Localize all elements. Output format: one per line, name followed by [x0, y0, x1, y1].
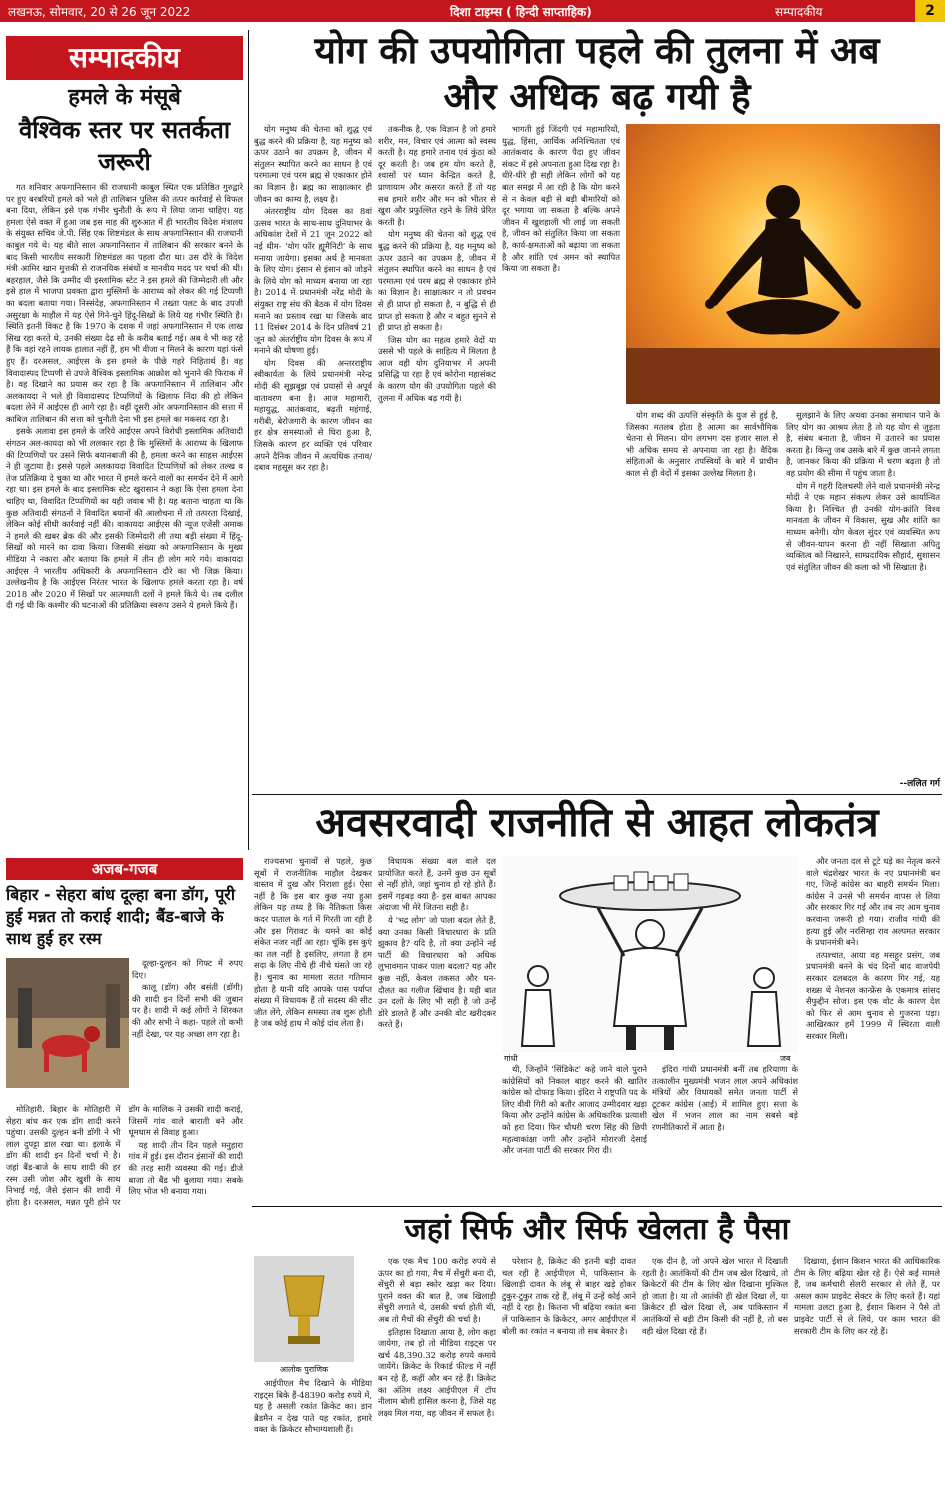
- ajab-paragraph: कालू (डॉग) और बसंती (डॉगी) की शादी इन दिनों सभी की जुबान पर है। शादी में कई लोगों ने शिरकत की और सभी ने कहा- पहले तो कभी नहीं देखा, पर यह अच्छा लग रहा है।: [132, 982, 243, 1039]
- editorial-body: [6, 182, 243, 842]
- yoga-silhouette-photo: [626, 124, 940, 404]
- cricket-column-3: [502, 1256, 636, 1486]
- politics-paragraph: राज्यसभा चुनावों से पहले, कुछ सूबों में राजनीतिक माहौल देखकर वास्तव में दुख और निराशा हुई। ऐसा नहीं है कि इस बार कुछ नया हुआ लेकिन यह तथ्य है कि नैतिकता किस कदर पाताल के गर्त में गिरती जा रही है और इस गिरावट के थमने का कोई संकेत नजर नहीं आ रहा। चूंकि इस कुएं का तल नहीं है इसलिए, लगता है हम सदा के लिए नीचे ही नीचे धंसते जा रहे हैं। चुनाव का मामला सतत गतिमान होता है यानी यदि आपके पास पर्याप्त संख्या में विधायक हैं तो सदस्य की सीट जीत लेंगे, लेकिन समस्या तब शुरू होती है जब कोई हाथ में कोई दांव लेता है।: [254, 856, 372, 1029]
- yoga-column-2: [378, 124, 496, 790]
- yoga-headline: [252, 28, 942, 120]
- column-divider: [248, 30, 249, 850]
- author-caption: आलोक पुराणिक: [279, 1365, 329, 1374]
- ajab-paragraph: मोतिहारी. बिहार के मोतिहारी में सेहरा बांध कर एक डॉग शादी करने पहुंचा। उसकी दुल्हन बनी डॉगी ने भी लाल दुपट्टा डाल रखा था। इलाके में डॉग की शादी इन दिनों चर्चा में है। जहां बैंड-बाजे के साथ शादी की हर रस्म उसी जोश और खुशी के साथ निभाई गई, जैसे इंसान की शादी में होता है। दरअसल, मन्नत पूरी होने पर डॉग के मालिक ने उसकी शादी कराई, जिसमें गांव वाले बाराती बने और धूमधाम से विवाह हुआ।: [6, 1104, 243, 1207]
- yoga-headline-line2: और अधिक बढ़ गयी है: [443, 75, 751, 118]
- cricket-paragraph: आईपीएल मैच दिखाने के मीडिया राइट्स बिके हैं-48390 करोड़ रुपये में, यह है असली रकांत क्रिकेट का। डान ब्रैडमैन न देख पाते यह रकांत, हमारे वक्त के क्रिकेटर सौभाग्यशाली हैं।: [254, 1378, 372, 1435]
- ajab-side-text: [132, 958, 243, 1104]
- ajab-gajab-label: अजब-गजब: [6, 858, 243, 880]
- politics-paragraph: विधायक संख्या बल वाले दल प्रायोजित करते हैं, उनमें कुछ उन सूबों से नहीं होते, जहां चुनाव हो रहे होते हैं। इसमें गड़बड़ क्या है- इस बाबत आपका अंदाजा भी मेरे जितना सही है।: [378, 856, 496, 913]
- page-number: 2: [915, 0, 945, 22]
- editorial-banner: सम्पादकीय: [6, 36, 243, 80]
- politics-column-1: [254, 856, 372, 1204]
- cricket-column-2: [378, 1256, 496, 1486]
- cartoon-label: जब: [780, 1054, 791, 1063]
- yoga-paragraph: सुलझाने के लिए अथवा उनका समाधान पाने के लिए योग का आश्रय लेता है तो यह योग से जुड़ता है, संबंध बनाता है, जीवन में उतारने का प्रयास करता है। किन्तु जब उसके बारे में कुछ जानने लगता है, जानकर किया की प्रक्रिया में चरण बढ़ता है तो वह प्रयोग की सीमा में पहुंच जाता है।: [786, 410, 940, 478]
- ajab-headline: बिहार - सेहरा बांध दूल्हा बना डॉग, पूरी हुई मन्नत तो कराई शादी; बैंड-बाजे के साथ हुई हर रस्म: [6, 885, 235, 948]
- yoga-column-4: [626, 410, 778, 790]
- yoga-paragraph: जिस योग का महत्व हमारे वेदों या उससे भी पहले के साहित्य में मिलता है आज वही योग दुनियाभर में अपनी प्रसिद्धि पा रहा है एवं कोरोना महासंकट के कारण योग की उपयोगिता पहले की तुलना में अधिक बढ़ गयी है।: [378, 334, 496, 403]
- cartoon-illustration: [502, 856, 798, 1052]
- yoga-headline-line1: योग की उपयोगिता पहले की तुलना में अब: [314, 29, 880, 72]
- meditation-silhouette-illustration: [626, 124, 940, 404]
- yoga-column-3: [502, 124, 620, 790]
- yoga-paragraph: योग मनुष्य की चेतना को शुद्ध एवं बुद्ध करने की प्रक्रिया है, यह मनुष्य को ऊपर उठाने का उपक्रम है, जीवन में संतुलन स्थापित करने का साधन है एवं परमात्मा एवं परम ब्रह्म से एकाकार होने का विज्ञान है। ब्रह्म का साक्षात्कार ही जीवन का काम्य है, लक्ष्य है।: [254, 124, 372, 204]
- yoga-byline: --ललित गर्ग: [899, 779, 940, 789]
- cricket-headline: जहां सिर्फ और सिर्फ खेलता है पैसा: [404, 1212, 790, 1247]
- edition-date: लखनऊ, सोमवार, 20 से 26 जून 2022: [8, 5, 191, 19]
- masthead-name: दिशा टाइम्स ( हिन्दी साप्ताहिक): [450, 5, 592, 19]
- top-bar: [0, 0, 945, 22]
- author-portrait-illustration: [254, 1256, 354, 1362]
- editorial-paragraph: गत शनिवार अफगानिस्तान की राजधानी काबुल स्थित एक प्रतिष्ठित गुरुद्वारे पर हुए बरबरियों हमले को भले ही तालिबान पुलिस की तत्पर कार्रवाई से विफल बना दिया, लेकिन इसे एक गंभीर चुनौती के रूप में लिया जाना चाहिए। यह हमला ऐसे वक्त में हुआ जब इस माह की शुरुआत में ही भारतीय विदेश मंत्रालय के संयुक्त सचिव जे.पी. सिंह एक शिष्टमंडल के साथ अफगानिस्तान की राजधानी काबुल गये थे। यह बीते साल अफगानिस्तान में तालिबान की सरकार बनने के बाद किसी भारतीय सरकारी शिष्टमंडल का पहला दौरा था। उस दौरे के विदेश मंत्री आमिर खान मुत्तकी से राजनयिक संबंधों व मानवीय मदद पर चर्चा की थी। बहरहाल, जैसे कि उम्मीद थी इस्लामिक स्टेट ने इस हमले की जिम्मेदारी ली और इसे हाल में भाजपा प्रवक्ता द्वारा मुस्लिमों के आराध्य को लेकर की गई टिप्पणी का बदला बताया गया। निस्संदेह, अफगानिस्तान में तख्ता पलट के बाद उपजी असुरक्षा के माहौल में यह ऐसे गिने-चुने हिंदू-सिखों के लिये यह गंभीर स्थिति है। स्थिति इतनी विकट है कि 1970 के दशक में जहां अफगानिस्तान में एक लाख सिख रहा करते थे, उनकी संख्या देढ़ सौ के करीब बताई गई। अब वे भी कह रहे हैं कि वहां रहने लायक हालात नहीं हैं, हम भी वीजा न मिलने के कारण यहां फंसे हुए हैं। दरअसल, आईएस के इस हमले के पीछे गहरे निहितार्थ हैं। वह विवादास्पद टिप्पणी से उपजे वैश्विक इस्लामिक आक्रोश को भुनाने की फिराक में है। वह दिखाने का प्रयास कर रहा है कि अफगानिस्तान में तालिबान और अलकायदा ने भले ही विवादास्पद टिप्पणियों के खिलाफ निंदा की हो लेकिन बदला लेने में आईएस ही आगे रहा है। वहीं दूसरी ओर अफगानिस्तान की सत्ता में काबिज तालिबान की सत्ता को चुनौती देना भी इस हमले का मकसद रहा है।: [6, 182, 243, 424]
- ajab-body: [6, 1104, 243, 1486]
- politics-column-5: [806, 856, 940, 1204]
- politics-column-4: [652, 1064, 798, 1204]
- dog-wedding-illustration: [6, 958, 129, 1088]
- yoga-column-1: [254, 124, 372, 790]
- dog-wedding-photo: [6, 958, 129, 1088]
- politics-column-3: [502, 1064, 647, 1204]
- politics-headline: अवसरवादी राजनीति से आहत लोकतंत्र: [315, 800, 879, 846]
- section-divider: [252, 1206, 942, 1207]
- politics-paragraph: ये 'भद्र लोग' जो पाला बदल लेते हैं, क्या उनका किसी विचारधारा के प्रति झुकाव है? यदि है, तो क्या उन्होंने नई पार्टी की विचारधारा को अधिक लुभावमान पाकर पाला बदला? यह और कुछ नहीं, केवल तकसत और धन-दौलत का गलीज खिंचाव है। यही बात उन दलों के लिए भी सही है जो उन्हें डोरे डालते हैं और उनकी वोट खरीदकर करते हैं।: [378, 914, 496, 1030]
- cricket-paragraph: एक एक मैच 100 करोड़ रुपये से ऊपर का हो गया, मैच में सेंचुरी बना दी, सेंचुरी से बड़ा स्कोर खड़ा कर दिया। पुराने वक्त की बात है, जब खिलाड़ी सेंचुरी लगाते थे, उसकी चर्चा होती थी, अब तो मैचों की सेंचुरी की चर्चा है।: [378, 1256, 496, 1324]
- cricket-paragraph: दिखाया, ईशान किशन भारत की आधिकारिक टीम के लिए बढ़िया खेल रहे हैं। ऐसे कई मामले हैं, जब कर्मचारी सेलरी सरकार से लेते हैं, पर असल काम प्राइवेट सेक्टर के लिए करते हैं। यहां मामला उलटा हुआ है, ईशान किशन ने पैसे तो प्राइवेट पार्टी से ले लिये, पर काम भारत की सरकारी टीम के लिए कर रहे हैं।: [794, 1256, 940, 1336]
- yoga-paragraph: योग दिवस की अन्तरराष्ट्रीय स्वीकार्यता के लिये प्रधानमंत्री नरेन्द्र मोदी की सूझबूझ एवं प्रयासों से अपूर्व वातावरण बना है। आज महामारी, महायुद्ध, आतंकवाद, बढ़ती महंगाई, गरीबी, बेरोजगारी के कारण जीवन का हर क्षेत्र समस्याओं से घिरा हुआ है, जिसके कारण हर व्यक्ति एवं परिवार अपने दैनिक जीवन में अत्यधिक तनाव/दबाव महसूस कर रहा है।: [254, 357, 372, 473]
- politics-paragraph: इंदिरा गांधी प्रधानमंत्री बनीं तब हरियाणा के तत्कालीन मुख्यमंत्री भजन लाल अपने अधिकांश मंत्रियों और विधायकों समेत जनता पार्टी से टूटकर कांग्रेस (आई) में शामिल हुए। सत्ता के खेल में भजन लाल का नाम सबसे बड़े रणनीतिकारों में आता है।: [652, 1064, 798, 1132]
- section-name: सम्पादकीय: [775, 5, 823, 19]
- editorial-kicker: हमले के मंसूबे: [68, 85, 181, 110]
- yoga-paragraph: अंतरराष्ट्रीय योग दिवस का 8वां उत्सव भारत के साथ-साथ दुनियाभर के अधिकांश देशों में 21 जून 2022 को नई थीम- 'योग फॉर ह्यूमैनिटी' के साथ मनाया जायेगा। इसका अर्थ है मानवता के लिए योग। इंसान से इंसान को जोड़ने के लिये योग को माध्यम बनाया जा रहा है। 2014 में प्रधानमंत्री नरेंद्र मोदी के संयुक्त राष्ट्र संघ की बैठक में योग दिवस मनाने का प्रस्ताव रखा था जिसके बाद 11 दिसंबर 2014 के दिन प्रतिवर्ष 21 जून को अंतर्राष्ट्रीय योग दिवस के रूप में मनाने की घोषणा हुई।: [254, 206, 372, 356]
- ajab-paragraph: दूल्हा-दुल्हन को गिफ्ट में रुपए दिए।: [132, 958, 243, 980]
- cartoon-caption: गांधी: [504, 1054, 518, 1063]
- politics-paragraph: थी, जिन्होंने 'सिंडिकेट' कहे जाने वाले पुराने कांग्रेसियों को निकाल बाहर करने की खातिर कांग्रेस को दोफाड़ किया। इंदिरा ने राष्ट्रपति पद के लिए वीवी गिरी को बतौर आजाद उम्मीदवार खड़ा किया और उन्होंने कांग्रेस के अधिकारिक प्रत्याशी को हरा दिया। फिर चौधरी चरण सिंह की छिपी महत्वाकांक्षा जगी और उन्होंने मोरारजी देसाई और जनता पार्टी की सरकार गिरा दी।: [502, 1064, 647, 1156]
- cricket-paragraph: परेशान है, क्रिकेट की इतनी बड़ी दावत चल रही है आईपीएल में, पाकिस्तान के खिलाड़ी दावत के लंबू से बाहर खड़े होकर टुकुर-टुकुर ताक रहे हैं, लंबू में उन्हें कोई आने नहीं दे रहा है। कितना भी बढ़िया रकांत बना लें पाकिस्तान के क्रिकेटर, अगर आईपीएल में बोली का रकांत न बनाया तो सब बेकार है।: [502, 1256, 636, 1336]
- yoga-paragraph: योग मनुष्य की चेतना को शुद्ध एवं बुद्ध करने की प्रक्रिया है, यह मनुष्य को ऊपर उठाने का उपक्रम है, जीवन में संतुलन स्थापित करने का साधन है एवं परमात्मा एवं परम ब्रह्म से एकाकार होने का विज्ञान है। साक्षात्कार न तो प्रवचन से ही प्राप्त हो सकता है, न बुद्धि से ही प्राप्त हो सकता है और न बहुत सुनने से ही प्राप्त हो सकता है।: [378, 229, 496, 333]
- politics-paragraph: और जनता दल से टूटे धड़े का नेतृत्व करने वाले चंद्रशेखर भारत के नए प्रधानमंत्री बन गए, जिन्हें कांग्रेस का बाहरी समर्थन मिला। कांग्रेस ने उनसे भी समर्थन वापस ले लिया और सरकार गिर गई और तब नए आम चुनाव करवाना जरूरी हो गया। राजीव गांधी की हत्या हुई और नरसिम्हा राव अल्पमत सरकार के प्रधानमंत्री बने।: [806, 856, 940, 948]
- yoga-paragraph: योग में गहरी दिलचस्पी लेने वाले प्रधानमंत्री नरेन्द्र मोदी ने एक महान संकल्प लेकर उसे कार्यान्वित किया है। निश्चित ही उनकी योग-क्रांति विश्व मानवता के जीवन में विकास, सुख और शांति का माध्यम बनेगी। योग केवल सुंदर एवं व्यवस्थित रूप से जीवन-यापन करना ही नहीं सिखाता अपितु व्यक्तित्व को निखारने, साम्प्रदायिक सौहार्द, सुशासन एवं संतुलित जीवन की कला को भी सिखाता है।: [786, 480, 940, 572]
- yoga-paragraph: योग शब्द की उत्पत्ति संस्कृति के युज से हुई है, जिसका मतलब होता है आत्मा का सार्वभौमिक चेतना से मिलन। योग लगभग दस हजार साल से भी अधिक समय से अपनाया जा रहा है। वैदिक संहिताओं के अनुसार तपस्वियों के बारे में प्राचीन काल से ही वेदों में इसका उल्लेख मिलता है।: [626, 410, 778, 478]
- politics-paragraph: तत्पश्चात, आया वह मसहूर प्रसंग, जब प्रधानमंत्री बनने के चंद दिनों बाद वाजपेयी सरकार दलबदल के कारण गिर गई, यह शख्स थे नेशनल कान्फ्रेंस के एकमात्र सांसद सैफुद्दीन सोज। इस एक वोट के कारण देश को फिर से आम चुनाव से गुजरना पड़ा। आखिरकार हमें 1999 में स्थिरता वाली सरकार मिली।: [806, 949, 940, 1041]
- ajab-paragraph: यह शादी तीन दिन पहले मनुहारा गांव में हुई। इस दौरान इंसानों की शादी की तरह सारी व्यवस्था की गई। डीजे बाजा तो बैंड भी बुलाया गया। सबके लिए भोज भी बनाया गया।: [128, 1139, 243, 1197]
- author-photo: [254, 1256, 354, 1362]
- cricket-column-5: [794, 1256, 940, 1486]
- cricket-paragraph: एक दीन है, जो अपने खेल भारत में दिखाती रहती है। आतंकियों की टीम जब खेल दिखाये, तो क्रिकेटरों की टीम के लिए खेल दिखाना मुश्किल हो जाता है। या तो आतंकी ही खेल दिखा लें, या क्रिकेटर ही खेल दिखा लें, अब पाकिस्तान में आतंकियों से बड़ी टीम किसी की नहीं है, तो बस वही खेल दिखा रहे हैं।: [642, 1256, 788, 1336]
- editorial-paragraph: इसके अलावा इस हमले के जरिये आईएस अपने विरोधी इस्लामिक अतिवादी संगठन अल-कायदा को भी ललकार रहा है कि मुस्लिमों के आराध्य के खिलाफ की टिप्पणियों पर उसने सिर्फ बयानबाजी की है, हमला करने का साहस आईएस ने ही जुटाया है। इससे पहले अलकायदा विवादित टिप्पणियों को लेकर तल्ख व तेज प्रतिक्रिया दे चुका था और भारत में हमले करने वालों का समर्थन देने में आगे रहा था। इस हमले के बाद इस्लामिक स्टेट खुरासान ने कहा कि ऐसा हमला देना चाहिए था, विवादित टिप्पणियों का यही जवाब भी है। यह बताना चाहता था कि कुछ अतिवादी संगठनों ने विवादित बयानों की आलोचना में तो तत्परता दिखाई, लेकिन कोई सीधी कार्रवाई नहीं की। वाकायदा आईएस की न्यूज एजेंसी अमाक ने हमले की खबर ब्रेक की और इसकी जिम्मेदारी ली तथा बड़ी संख्या में हिंदू-सिखों को मारने का दावा किया। जिसकी संख्या को अफगानिस्तान के मुख्य मीडिया ने नकारा और बताया कि हमले में तीन ही लोग मारे गये। वाकायदा आईएस ने भारतीय अधिकारी के अफगानिस्तान दौरे का भी जिक्र किया। उल्लेखनीय है कि आईएस निरंतर भारत के खिलाफ हमले करता रहा है। वर्ष 2018 और 2020 में सिखों पर आत्मघाती दलों ने हमले किये थे। तब दलील दी गई थी कि कश्मीर की घटनाओं की प्रतिक्रिया स्वरूप उसने ये हमले किये हैं।: [6, 426, 243, 611]
- cricket-column-1a: [254, 1378, 372, 1486]
- politics-column-2: [378, 856, 496, 1204]
- yoga-paragraph: तकनीक है, एक विज्ञान है जो हमारे शरीर, मन, विचार एवं आत्मा को स्वस्थ करती है। यह हमारे तनाव एवं कुंठा को दूर करती है। जब हम योग करते हैं, श्वासों पर ध्यान केन्द्रित करते हैं, प्राणायाम और कसरत करते हैं तो यह सब हमारे शरीर और मन को भीतर से खुश और प्रफुल्लित रहने के लिये प्रेरित करती है।: [378, 124, 496, 227]
- section-divider: [252, 794, 942, 795]
- yoga-column-5: [786, 410, 940, 776]
- cricket-paragraph: इतिहास दिखाता आया है, लोग कहा जायेगा, तब हो तो मीडिया राइट्स पर खर्च 48,390.32 करोड़ रुपये कमाये जायेंगे। क्रिकेट के रिकार्ड फील्ड में नहीं बन रहे हैं, कहीं और बन रहे हैं। क्रिकेट का अंतिम लक्ष्य आईपीएल में टॉप नीलाम बोली हासिल करना है, जिसे यह लक्ष्य मिल गया, वह जीवन में सफल है।: [378, 1326, 496, 1418]
- yoga-paragraph: भागती हुई जिंदगी एवं महामारियों, युद्ध, हिंसा, आर्थिक अनिश्चितता एवं आतंकवाद के कारण पैदा हुए जीवन संकट में इसे अपनाता हुआ दिख रहा है। धीरे-धीरे ही सही लेकिन लोगों को यह बात समझ में आ रही है कि योग करने से न केवल बड़ी से बड़ी बीमारियों को दूर भगाया जा सकता है बल्कि अपने जीवन में खुशहाली भी लाई जा सकती है, जीवन को संतुलित किया जा सकता है, कार्य-क्षमताओं को बढ़ाया जा सकता है और शांति एवं अमन को स्थापित किया जा सकता है।: [502, 124, 620, 274]
- politics-cartoon: [502, 856, 798, 1052]
- cricket-column-4: [642, 1256, 788, 1486]
- editorial-title: वैश्विक स्तर पर सतर्कता जरूरी: [18, 116, 231, 176]
